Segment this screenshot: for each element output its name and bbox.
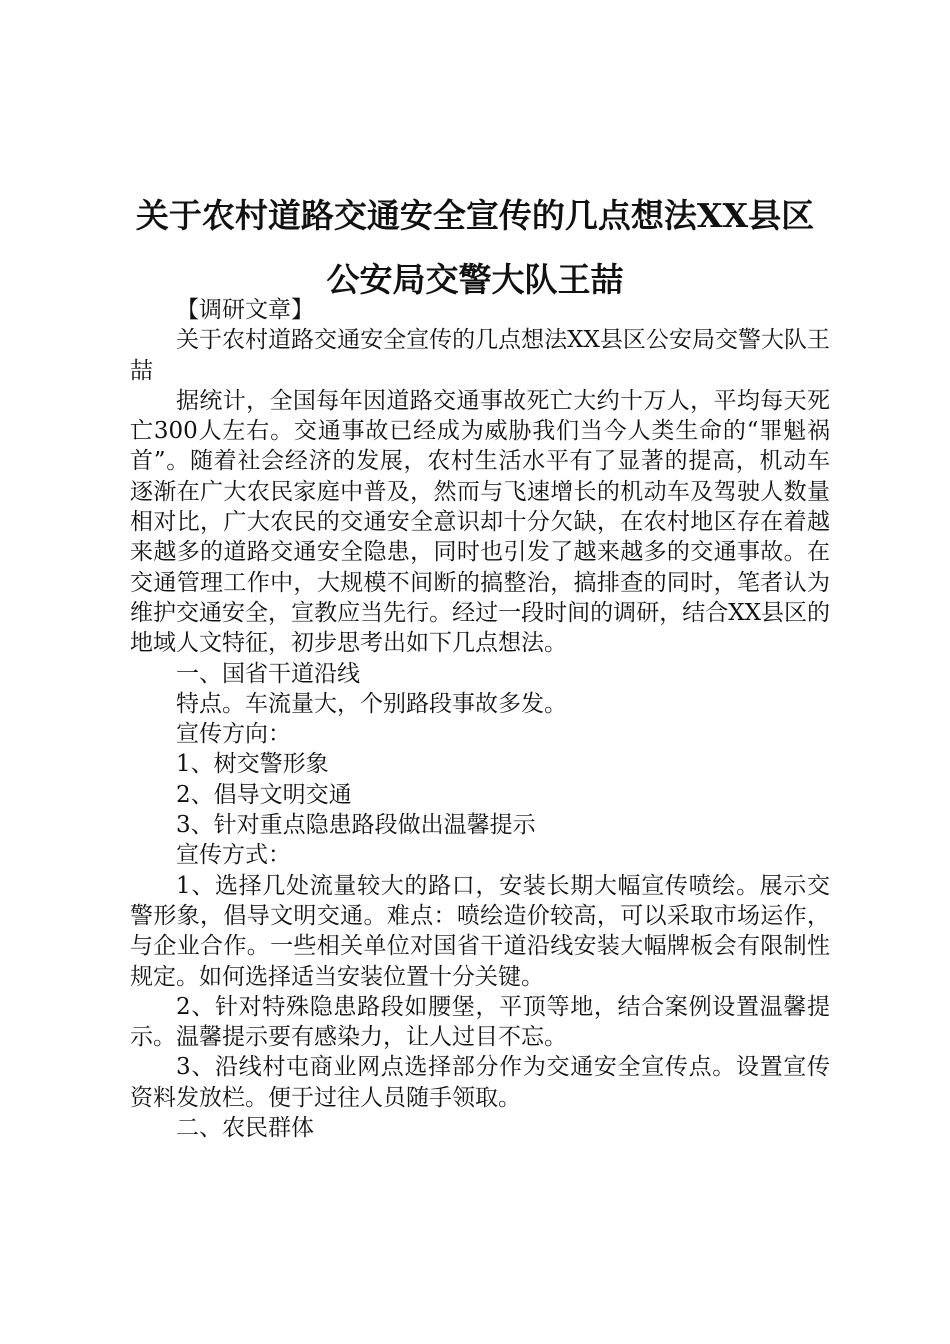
paragraph-direction-heading: 宣传方向： [176, 721, 291, 748]
document-title: 关于农村道路交通安全宣传的几点想法XX县区公安局交警大队王喆 [135, 196, 815, 299]
section-heading-1: 一、国省干道沿线 [176, 660, 360, 687]
paragraph-intro: 据统计，全国每年因道路交通事故死亡大约十万人，平均每天死亡300人左右。交通事故已经成为威胁我们当今人类生命的“罪魁祸首”。随着社会经济的发展，农村生活水平有了显著的提高，机动车逐渐在广大农民家庭中普及，然而与飞速增长的机动车及驾驶人数量相对比，广大农民的交通安全意识却十分欠缺，在农村地区存在着越来越多的道路交通安全隐患，同时也引发了越来越多的交通事故。在交通管理工作中，大规模不间断的搞整治，搞排查的同时，笔者认为维护交通安全，宣教应当先行。经过一段时间的调研，结合XX县区的地域人文特征，初步思考出如下几点想法。 [130, 387, 830, 657]
list-item: 2、倡导文明交通 [176, 781, 352, 808]
section-heading-2: 二、农民群体 [176, 1115, 314, 1142]
list-item: 1、选择几处流量较大的路口，安装长期大幅宣传喷绘。展示交警形象，倡导文明交通。难点：喷绘造价较高，可以采取市场运作，与企业合作。一些相关单位对国省干道沿线安装大幅牌板会有限制性规定。如何选择适当安装位置十分关键。 [130, 872, 830, 990]
paragraph-subtitle: 关于农村道路交通安全宣传的几点想法XX县区公安局交警大队王喆 [130, 327, 830, 384]
list-item: 3、针对重点隐患路段做出温馨提示 [176, 812, 536, 839]
list-item: 3、沿线村屯商业网点选择部分作为交通安全宣传点。设置宣传资料发放栏。便于过往人员随手领取。 [130, 1054, 830, 1111]
document-body [130, 295, 830, 1143]
paragraph-method-heading: 宣传方式： [176, 842, 291, 869]
list-item: 2、针对特殊隐患路段如腰堡，平顶等地，结合案例设置温馨提示。温馨提示要有感染力，让人过目不忘。 [130, 993, 830, 1051]
paragraph-features: 特点。车流量大，个别路段事故多发。 [176, 690, 567, 717]
list-item: 1、树交警形象 [176, 751, 329, 778]
paragraph-tag: 【调研文章】 [176, 297, 314, 323]
